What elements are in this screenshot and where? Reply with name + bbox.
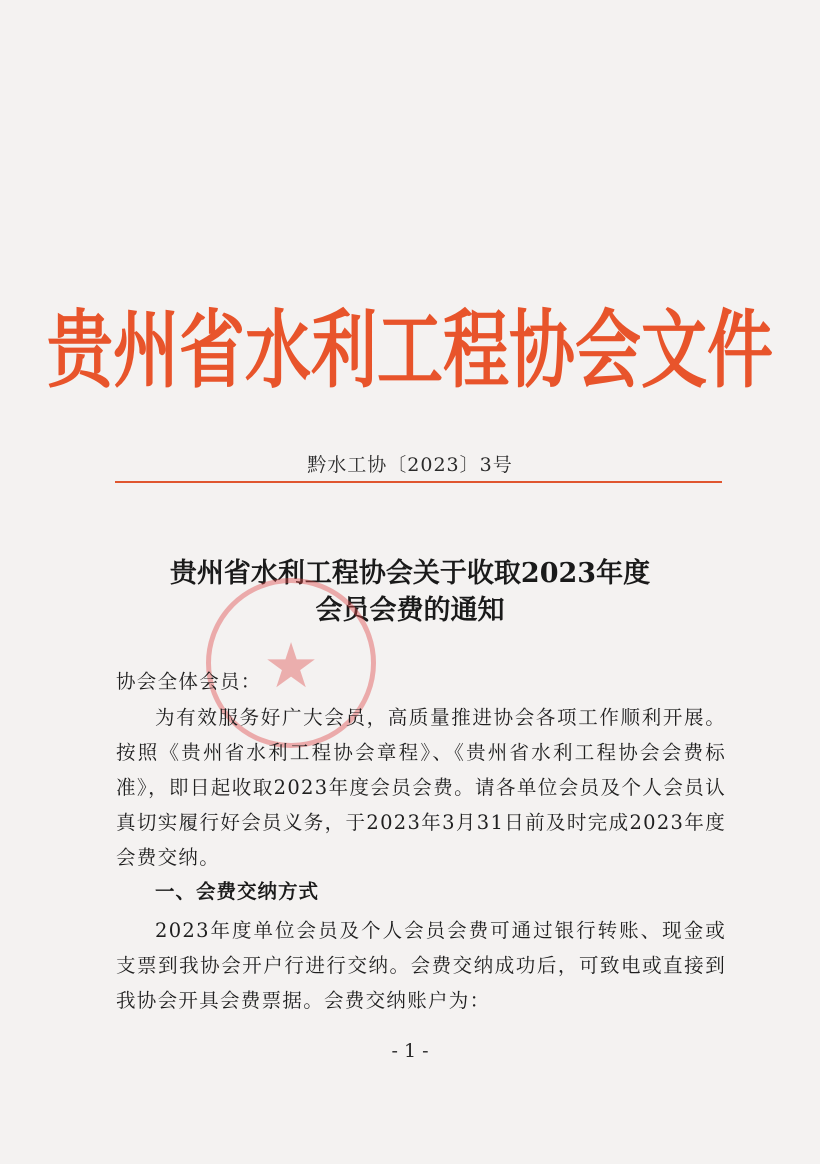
page-number: - 1 - bbox=[391, 1040, 429, 1062]
document-number: 黔水工协〔2023〕3号 bbox=[307, 454, 513, 476]
org-header-title: 贵州省水利工程协会文件 bbox=[47, 301, 773, 400]
notice-title-line-1: 贵州省水利工程协会关于收取2023年度 bbox=[169, 558, 651, 589]
notice-title-line-2: 会员会费的通知 bbox=[315, 595, 505, 626]
seal-star-icon: ★ bbox=[263, 629, 319, 702]
red-divider-line bbox=[115, 481, 722, 483]
body-paragraph-1: 为有效服务好广大会员，高质量推进协会各项工作顺利开展。按照《贵州省水利工程协会章程》、《贵州省水利工程协会会费标准》，即日起收取2023年度会员会费。请各单位会员及个人会员认真切实履行好会员义务，于2023年3月31日前及时完成2023年度会费交纳。 bbox=[116, 706, 726, 869]
salutation: 协会全体会员： bbox=[116, 670, 262, 693]
bleed-through-text bbox=[355, 152, 555, 170]
section-heading-1: 一、会费交纳方式 bbox=[155, 880, 320, 903]
body-paragraph-2: 2023年度单位会员及个人会员会费可通过银行转账、现金或支票到我协会开户行进行交纳。会费交纳成功后，可致电或直接到我协会开具会费票据。会费交纳账户为： bbox=[116, 919, 726, 1012]
